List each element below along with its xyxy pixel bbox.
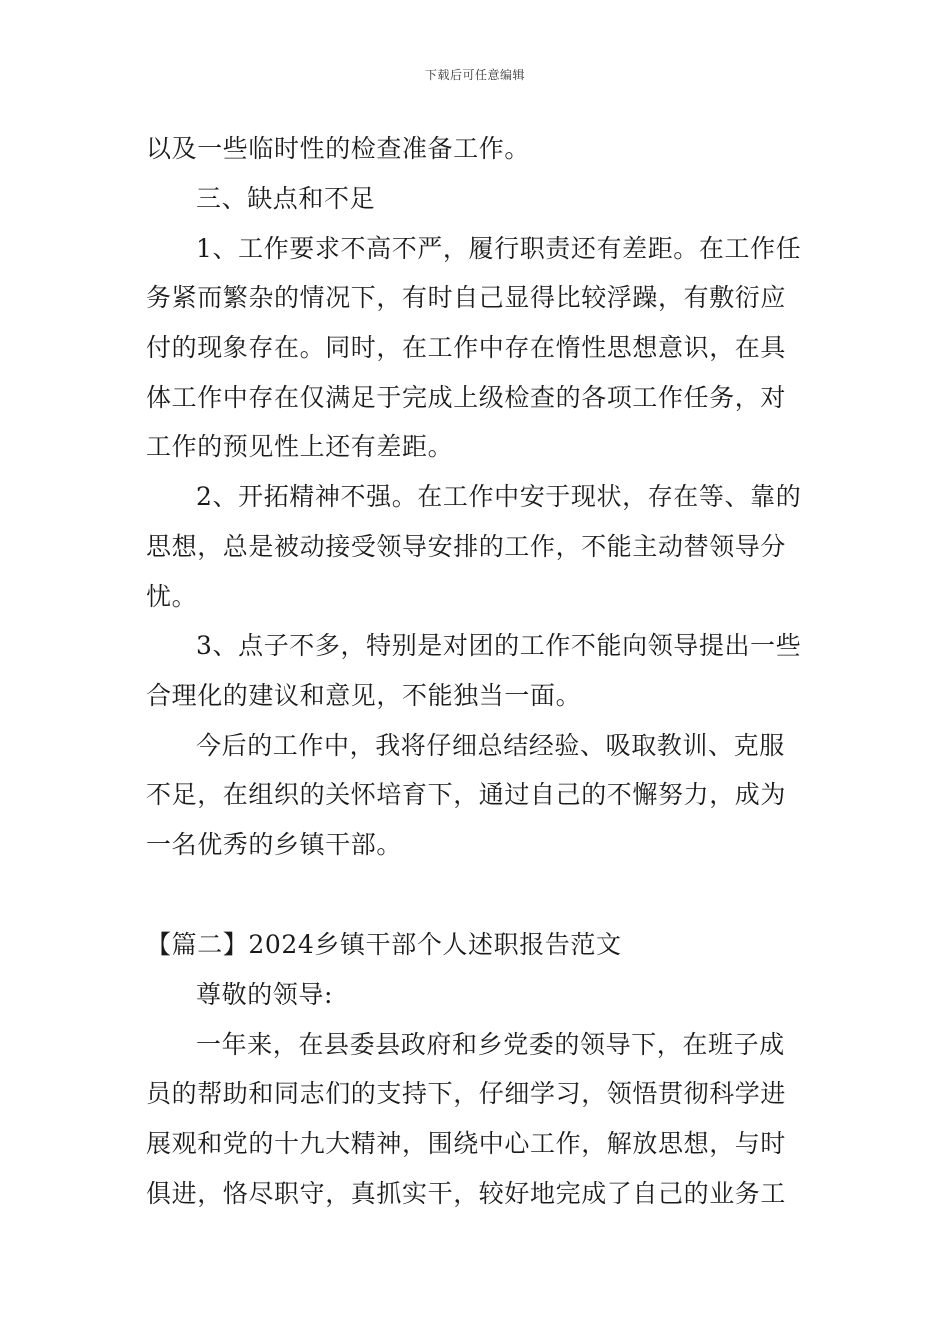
paragraph-line: 思想，总是被动接受领导安排的工作，不能主动替领导分 <box>146 532 787 561</box>
paragraph-line: 以及一些临时性的检查准备工作。 <box>146 134 531 163</box>
paragraph-line: 务紧而繁杂的情况下，有时自己显得比较浮躁，有敷衍应 <box>146 283 787 312</box>
paragraph-line: 一名优秀的乡镇干部。 <box>146 830 403 859</box>
paragraph-line: 员的帮助和同志们的支持下，仔细学习，领悟贯彻科学进 <box>146 1079 787 1108</box>
paragraph-line: 俱进，恪尽职守，真抓实干，较好地完成了自己的业务工 <box>146 1179 787 1208</box>
paragraph-line: 体工作中存在仅满足于完成上级检查的各项工作任务，对 <box>146 383 787 412</box>
page-header: 下载后可任意编辑 <box>424 68 525 82</box>
paragraph-line: 今后的工作中，我将仔细总结经验、吸取教训、克服 <box>196 731 785 760</box>
paragraph-line: 付的现象存在。同时，在工作中存在惰性思想意识，在具 <box>146 333 787 362</box>
paragraph-line: 3、点子不多，特别是对团的工作不能向领导提出一些 <box>196 631 802 660</box>
paragraph-line: 一年来，在县委县政府和乡党委的领导下，在班子成 <box>196 1030 785 1059</box>
paragraph-line: 展观和党的十九大精神，围绕中心工作，解放思想，与时 <box>146 1129 787 1158</box>
paragraph-line: 忧。 <box>146 582 198 611</box>
paragraph-line: 合理化的建议和意见，不能独当一面。 <box>146 681 582 710</box>
paragraph-line: 1、工作要求不高不严，履行职责还有差距。在工作任 <box>196 234 802 263</box>
paragraph-line: 工作的预见性上还有差距。 <box>146 432 454 461</box>
paragraph-line: 2、开拓精神不强。在工作中安于现状，存在等、靠的 <box>196 482 802 511</box>
article-title: 【篇二】2024乡镇干部个人述职报告范文 <box>146 930 622 959</box>
section-heading: 三、缺点和不足 <box>196 184 376 213</box>
salutation: 尊敬的领导: <box>196 980 334 1009</box>
paragraph-line: 不足，在组织的关怀培育下，通过自己的不懈努力，成为 <box>146 780 787 809</box>
